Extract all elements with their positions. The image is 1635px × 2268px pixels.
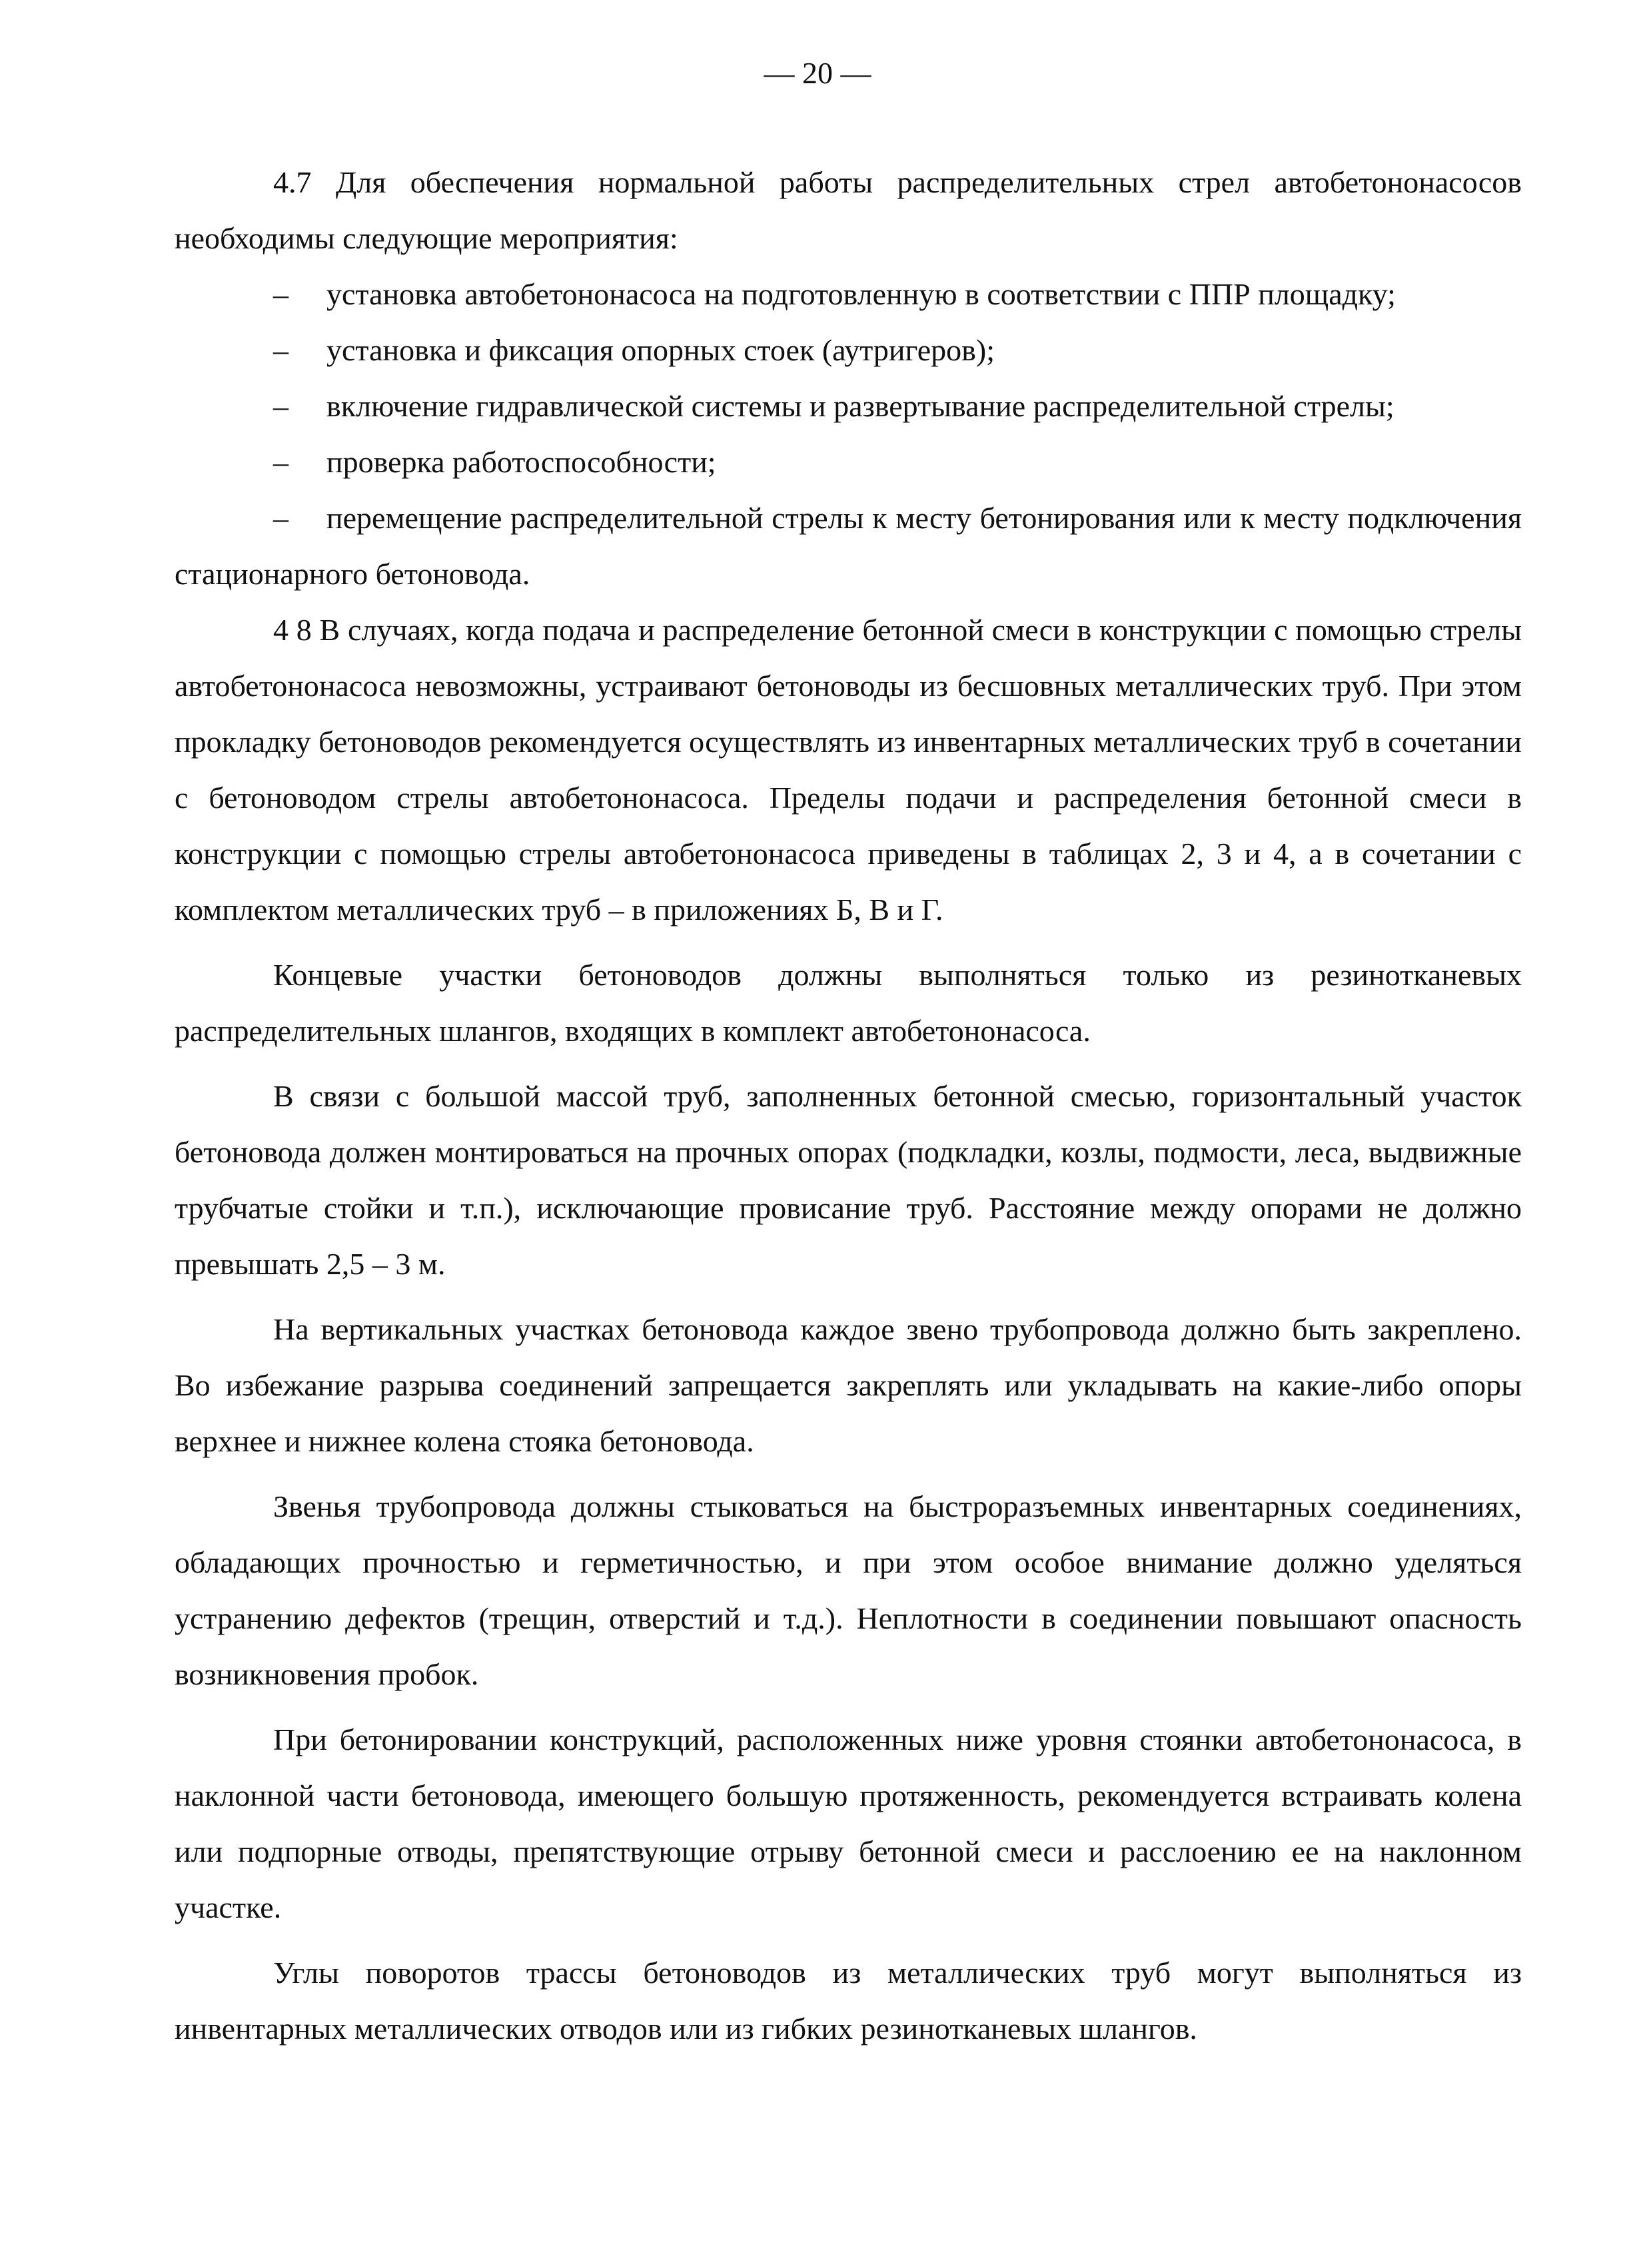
dash-bullet: – (273, 277, 288, 311)
body-text (175, 155, 1522, 2057)
dash-bullet: – (273, 333, 288, 367)
measures-list (175, 266, 1522, 602)
paragraph-turn-angles: Углы поворотов трассы бетоноводов из металлических труб могут выполняться из инвентарных металлических отводов или из гибких резинотканевых шлангов. (175, 1956, 1522, 2046)
dash-bullet: – (273, 445, 288, 479)
paragraph-4-7-intro: 4.7 Для обеспечения нормальной работы распределительных стрел автобетононасосов необходимы следующие мероприятия: (175, 165, 1522, 255)
list-item (175, 266, 1522, 322)
list-item-text: перемещение распределительной стрелы к месту бетонирования или к месту подключения стационарного бетоновода. (175, 501, 1522, 591)
paragraph-end-sections: Концевые участки бетоноводов должны выполняться только из резинотканевых распределительных шлангов, входящих в комплект автобетононасоса. (175, 958, 1522, 1048)
list-item-text: включение гидравлической системы и развертывание распределительной стрелы; (326, 389, 1394, 423)
paragraph-horizontal-supports: В связи с большой массой труб, заполненных бетонной смесью, горизонтальный участок бетоновода должен монтироваться на прочных опорах (подкладки, козлы, подмости, леса, выдвижные трубчатые стойки и т.п.), исключающие провисание труб. Расстояние между опорами не должно превышать 2,5 – 3 м. (175, 1079, 1522, 1281)
paragraph-4-8: 4 8 В случаях, когда подача и распределение бетонной смеси в конструкции с помощью стрелы автобетононасоса невозможны, устраивают бетоноводы из бесшовных металлических труб. При этом прокладку бетоноводов рекомендуется осуществлять из инвентарных металлических труб в сочетании с бетоноводом стрелы автобетононасоса. Пределы подачи и распределения бетонной смеси в конструкции с помощью стрелы автобетононасоса приведены в таблицах 2, 3 и 4, а в сочетании с комплектом металлических труб – в приложениях Б, В и Г. (175, 613, 1522, 927)
dash-bullet: – (273, 389, 288, 423)
list-item (175, 434, 1522, 490)
list-item-text: установка автобетононасоса на подготовленную в соответствии с ППР площадку; (326, 277, 1396, 311)
paragraph-pipe-joints: Звенья трубопровода должны стыковаться на быстроразъемных инвентарных соединениях, обладающих прочностью и герметичностью, и при этом особое внимание должно уделяться устранению дефектов (трещин, отверстий и т.д.). Неплотности в соединении повышают опасность возникновения пробок. (175, 1489, 1522, 1691)
paragraph-vertical-sections: На вертикальных участках бетоновода каждое звено трубопровода должно быть закреплено. Во избежание разрыва соединений запрещается закреплять или укладывать на какие-либо опоры верхнее и нижнее колена стояка бетоновода. (175, 1312, 1522, 1458)
list-item (175, 322, 1522, 378)
list-item (175, 378, 1522, 434)
list-item-text: проверка работоспособности; (326, 445, 716, 479)
dash-bullet: – (273, 501, 288, 535)
page-number: — 20 — (764, 56, 871, 90)
list-item (175, 490, 1522, 602)
paragraph-inclined-sections: При бетонировании конструкций, расположенных ниже уровня стоянки автобетононасоса, в наклонной части бетоновода, имеющего большую протяженность, рекомендуется встраивать колена или подпорные отводы, препятствующие отрыву бетонной смеси и расслоению ее на наклонном участке. (175, 1722, 1522, 1924)
list-item-text: установка и фиксация опорных стоек (аутригеров); (326, 333, 995, 367)
